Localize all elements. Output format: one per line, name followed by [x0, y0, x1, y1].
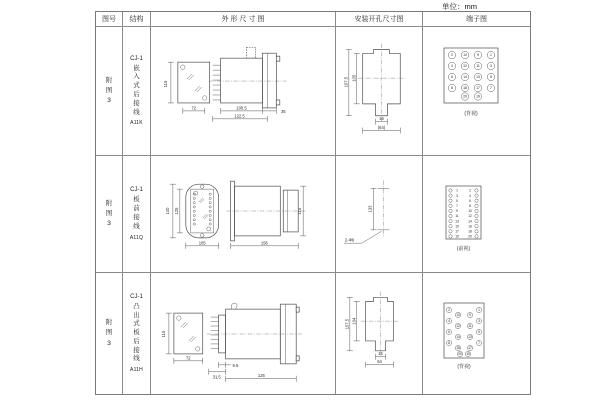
dim-install-outer-w: (64)	[377, 124, 386, 130]
terminal-number: 8	[451, 85, 453, 90]
row1-install-cell	[336, 27, 423, 156]
row2-fig-label: 附图3	[105, 199, 113, 228]
row1-model: CJ-1	[130, 55, 143, 62]
terminal-number: 13	[476, 74, 480, 79]
terminal-number: 4	[451, 63, 453, 68]
terminal-circles-front	[449, 188, 478, 238]
row2-fig-cell	[96, 156, 123, 273]
row1-front-view	[163, 62, 210, 114]
dim-front-width: 72	[191, 104, 197, 110]
terminal-number: 19	[466, 352, 470, 357]
row3-side-view	[207, 303, 302, 382]
dim-install-outer-w: 64	[377, 359, 382, 365]
terminal-strip-dots	[193, 193, 211, 225]
row1-side-view	[209, 47, 287, 122]
row2-install-drawing	[336, 156, 422, 273]
unit-label: 单位：mm	[442, 2, 477, 11]
terminal-number: 19	[455, 234, 459, 239]
row3-outline-drawing	[151, 273, 335, 394]
row3-fig-cell	[96, 273, 123, 394]
terminal-number: 17	[476, 85, 480, 90]
row1-outline-drawing	[151, 27, 335, 156]
dim-body-depth: 100.5	[236, 104, 247, 110]
header-structure: 结构	[123, 12, 151, 27]
row3-structure-text: 凸出式板后接线	[133, 302, 140, 363]
row1-structure-cell	[123, 27, 151, 156]
dim-install-inner-h: 104	[351, 317, 357, 325]
row1-fig-label: 附图3	[105, 76, 113, 105]
row3-install-drawing	[336, 273, 422, 394]
terminal-number: 3	[490, 63, 492, 68]
row1-fig-cell	[96, 27, 123, 156]
dim-depth: 126	[257, 373, 265, 379]
terminal-number: 6	[448, 330, 450, 335]
dim-install-outer-h: 107.5	[343, 76, 349, 87]
terminal-number: 5	[456, 198, 458, 203]
dim-inner-height: 125	[173, 207, 179, 214]
row3-model: CJ-1	[130, 293, 143, 300]
row2-code: A11Q	[129, 234, 144, 241]
terminal-number: 20	[468, 234, 472, 239]
terminal-number: 20	[463, 94, 467, 99]
row2-structure-text: 板前接线	[133, 196, 140, 230]
row2-terminal-diagram	[423, 156, 530, 273]
row1-terminal-diagram	[423, 27, 530, 156]
row1-install-drawing	[336, 27, 422, 156]
terminal-number: 10	[468, 208, 472, 213]
terminal-number: 6	[451, 74, 453, 79]
terminal-number: 8	[469, 203, 471, 208]
dim-step-depth: 9.5	[232, 362, 239, 368]
terminal-number: 20	[458, 352, 462, 357]
dim-install-slot-w: 16	[379, 115, 384, 121]
terminal-number: 18	[463, 85, 467, 90]
terminal-number: 1	[456, 188, 458, 193]
terminal-number: 12	[463, 63, 467, 68]
terminal-number: 4	[469, 193, 471, 198]
dim-hole-spacing: 133	[367, 205, 373, 213]
terminal-number: 14	[463, 74, 467, 79]
terminal-number: 12	[456, 324, 460, 329]
row2-outline-cell	[151, 156, 336, 273]
terminal-number: 18	[456, 346, 460, 351]
terminal-number: 17	[455, 229, 459, 233]
row1-code: A11K	[130, 120, 143, 127]
row2-side-view	[227, 181, 307, 249]
terminal-number: 9	[477, 52, 479, 57]
row3-terminal-cell	[423, 273, 530, 394]
dim-install-outer-h: 107.5	[344, 318, 350, 330]
terminal-number: 10	[456, 313, 460, 318]
terminal-number: 8	[448, 341, 450, 346]
terminal-number: 5	[490, 74, 492, 79]
dim-install-inner-h: 105	[351, 74, 357, 82]
terminal-number: 9	[469, 313, 471, 318]
terminal-number: 15	[455, 223, 459, 228]
row1-terminal-cell	[423, 27, 530, 156]
terminal-number: 9	[456, 208, 458, 213]
terminal-number: 3	[478, 319, 480, 324]
terminal-number: 11	[476, 63, 480, 68]
terminal-number: 5	[478, 330, 480, 335]
terminal-number: 14	[468, 218, 472, 223]
dim-pin-depth: 31.5	[212, 374, 221, 380]
terminal-number: 13	[468, 335, 472, 340]
terminal-number: 7	[456, 203, 458, 208]
dimension-table	[95, 11, 531, 395]
terminal-number: 11	[455, 213, 459, 218]
row3-front-view	[161, 313, 203, 364]
header-terminal: 端子图	[423, 12, 530, 27]
terminal-number: 18	[468, 229, 472, 233]
terminal-number: 16	[468, 223, 472, 228]
terminal-circles-rear-staggered	[446, 307, 481, 356]
dim-side-height: 115	[297, 207, 303, 214]
dim-front-width: 72	[185, 355, 191, 361]
dim-front-height: 115	[160, 330, 166, 338]
dim-install-slot-w: 16	[378, 351, 383, 357]
dim-outer-height: 140	[164, 207, 170, 214]
row2-terminal-cell	[423, 156, 530, 273]
row3-code: A11H	[130, 367, 143, 374]
terminal-number: 19	[476, 94, 480, 99]
row3-structure-cell	[123, 273, 151, 394]
terminal-number: 2	[448, 308, 450, 313]
header-install: 安装开孔尺寸图	[336, 12, 423, 27]
terminal-number: 6	[469, 198, 471, 203]
row2-structure-cell	[123, 156, 151, 273]
row3-terminal-diagram	[423, 273, 530, 394]
row2-front-view	[165, 184, 219, 249]
terminal-number: 2	[451, 52, 453, 57]
terminal-number: 12	[468, 213, 472, 218]
dim-depth: 156	[260, 239, 268, 245]
row1-outline-cell	[151, 27, 336, 156]
header-outline: 外 形 尺 寸 图	[151, 12, 336, 27]
terminal-number: 1	[478, 308, 480, 313]
terminal-number: 3	[456, 193, 458, 198]
terminal-number: 11	[468, 324, 472, 329]
row3-outline-cell	[151, 273, 336, 394]
terminal-number: 13	[455, 218, 459, 223]
row1-structure-text: 嵌入式后接线	[133, 64, 140, 116]
terminal-number: 4	[448, 319, 450, 324]
dim-front-height: 115	[162, 80, 168, 87]
dim-overall-depth: 122.5	[234, 112, 245, 118]
row2-model: CJ-1	[130, 187, 143, 194]
row3-terminal-caption: (背视)	[457, 364, 471, 370]
row3-install-cell	[336, 273, 423, 394]
terminal-circles-rear	[448, 51, 494, 100]
dim-front-width: 105	[198, 239, 206, 245]
terminal-number: 17	[468, 346, 472, 351]
terminal-number: 10	[463, 52, 467, 57]
row1-terminal-caption: (背视)	[464, 110, 478, 117]
terminal-number: 14	[456, 335, 460, 340]
header-fig-no: 图号	[96, 12, 123, 27]
row3-fig-label: 附图3	[105, 319, 113, 347]
terminal-number: 7	[478, 341, 480, 346]
row2-install-cell	[336, 156, 423, 273]
terminal-number: 7	[490, 85, 492, 90]
dim-hole-note: 2-Φ6	[344, 237, 355, 243]
dim-flange-depth: 35	[280, 108, 286, 114]
terminal-number: 2	[469, 188, 471, 193]
row2-terminal-caption: (前视)	[456, 245, 471, 252]
terminal-number: 1	[490, 52, 492, 57]
row2-outline-drawing	[151, 156, 335, 273]
